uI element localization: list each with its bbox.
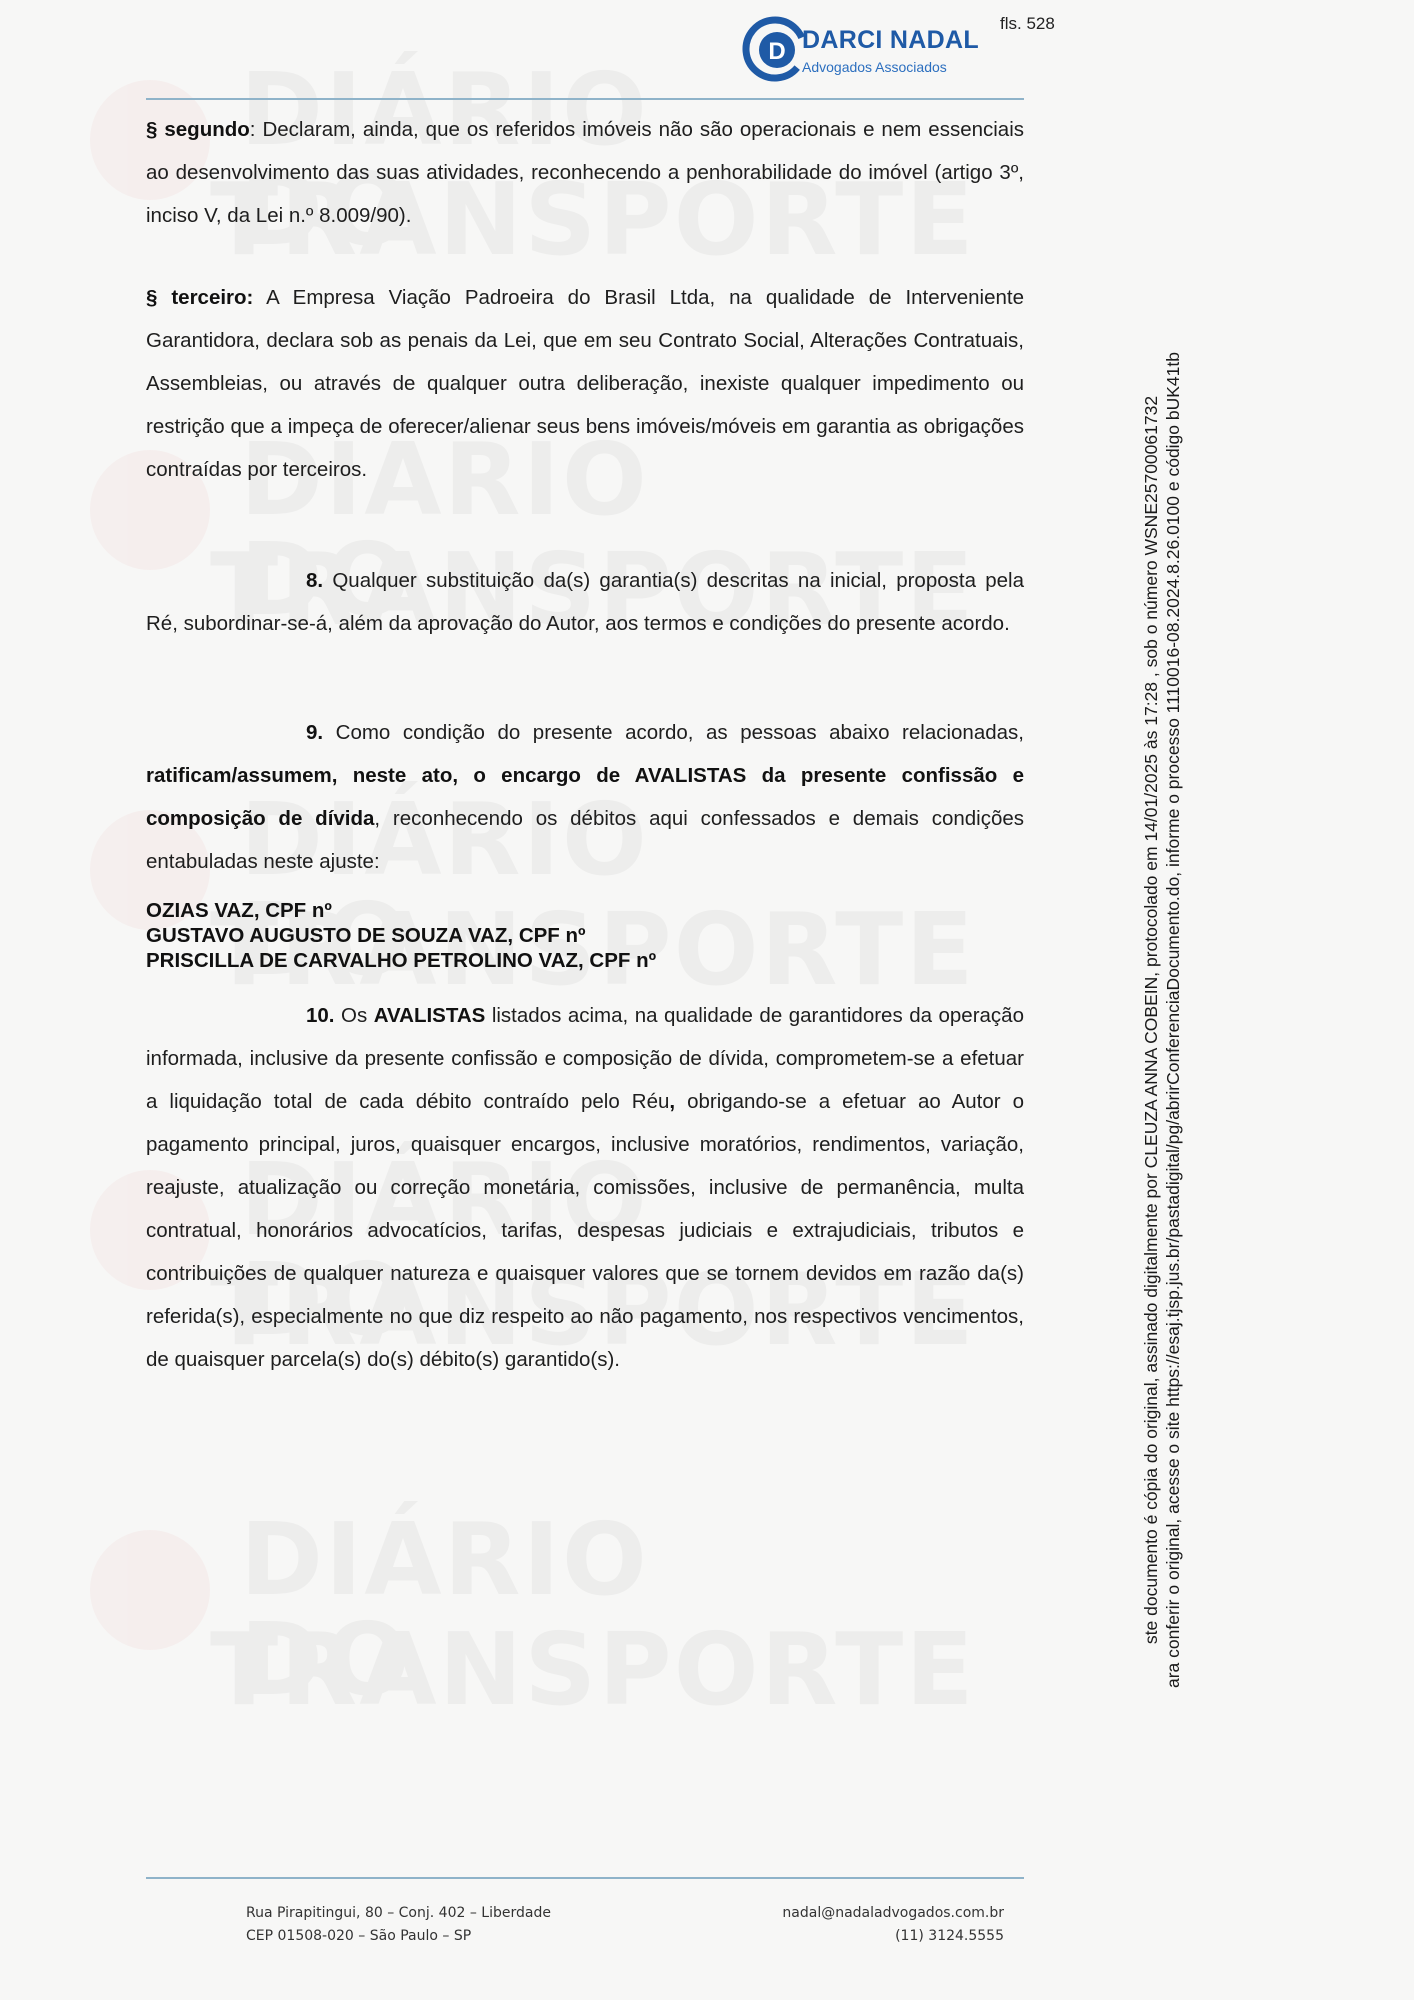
firm-name: DARCI NADAL: [802, 26, 979, 54]
footer-contact: [760, 1902, 1004, 1948]
paragraph-label: § terceiro:: [146, 286, 254, 309]
clause-text: Os: [334, 1004, 374, 1027]
paragraph-terceiro: [146, 276, 1024, 491]
clause-text: obrigando-se a efetuar ao Autor o pagamento principal, juros, quaisquer encargos, inclusive moratórios, rendimentos, variação, reajuste, atualização ou correção monetária, comissões, inclusive de permanência, multa contratual, honorários advocatícios, tarifas, despesas judiciais e extrajudiciais, tributos e contribuições de qualquer natureza e quaisquer valores que se tornem devidos em razão da(s) referida(s), especialmente no que diz respeito ao não pagamento, nos respectivos vencimentos, de quaisquer parcela(s) do(s) débito(s) garantido(s).: [146, 1090, 1024, 1371]
clause-bold-comma: ,: [669, 1090, 676, 1113]
paragraph-segundo: [146, 108, 1024, 237]
clause-9: [146, 711, 1024, 883]
paragraph-text: : Declaram, ainda, que os referidos imóveis não são operacionais e nem essenciais ao desenvolvimento das suas atividades, reconhecendo a penhorabilidade do imóvel (artigo 3º, inciso V, da Lei n.º 8.009/90).: [146, 118, 1025, 227]
guarantor-item: OZIAS VAZ, CPF nº: [146, 899, 332, 922]
guarantor-item: PRISCILLA DE CARVALHO PETROLINO VAZ, CPF nº: [146, 949, 657, 972]
clause-8: [146, 559, 1024, 645]
clause-10: [146, 994, 1024, 1381]
footer-divider: [146, 1877, 1024, 1879]
clause-bold-text: AVALISTAS: [373, 1004, 486, 1027]
footer-address: [246, 1902, 551, 1948]
clause-text: listados acima, na qualidade de garantidores da operação informada, inclusive da presente confissão e composição de dívida, comprometem-se a efetuar a liquidação total de cada débito contraído pelo Réu: [146, 1004, 1024, 1113]
firm-subtitle: Advogados Associados: [802, 59, 947, 75]
clause-text: Qualquer substituição da(s) garantia(s) descritas na inicial, proposta pela Ré, subordinar-se-á, além da aprovação do Autor, aos termos e condições do presente acordo.: [146, 569, 1024, 635]
watermark-5: [90, 1510, 610, 1810]
address-line: Rua Pirapitingui, 80 – Conj. 402 – Liberdade: [246, 1905, 551, 1921]
clause-text: , reconhecendo os débitos aqui confessados e demais condições entabuladas neste ajuste:: [146, 807, 1025, 873]
guarantor-item: GUSTAVO AUGUSTO DE SOUZA VAZ, CPF nº: [146, 924, 586, 947]
paragraph-label: § segundo: [146, 118, 250, 141]
footer-email: nadal@nadaladvogados.com.br: [782, 1905, 1004, 1921]
stamp-line: ara conferir o original, acesse o site https://esaj.tjsp.jus.br/pastadigital/pg/abrirConferenciaDocumento.do, informe o processo 1110016-08.2024.8.26.0100 e código bUK41tb: [1163, 352, 1183, 1688]
firm-logo: [742, 16, 979, 88]
svg-text:D: D: [768, 38, 786, 65]
clause-number: 8.: [306, 569, 324, 592]
digital-signature-stamp: [1140, 45, 1210, 1995]
header-divider: [146, 98, 1024, 100]
footer-phone: (11) 3124.5555: [895, 1928, 1004, 1944]
page-reference: fls. 528: [1000, 14, 1055, 33]
clause-text: Como condição do presente acordo, as pessoas abaixo relacionadas,: [323, 721, 1024, 744]
guarantor-list: [146, 898, 1024, 973]
clause-number: 10.: [306, 1004, 335, 1027]
address-line: CEP 01508-020 – São Paulo – SP: [246, 1928, 472, 1944]
paragraph-text: A Empresa Viação Padroeira do Brasil Ltda, na qualidade de Interveniente Garantidora, declara sob as penais da Lei, que em seu Contrato Social, Alterações Contratuais, Assembleias, ou através de qualquer outra deliberação, inexiste qualquer impedimento ou restrição que a impeça de oferecer/alienar seus bens imóveis/móveis em garantia as obrigações contraídas por terceiros.: [146, 286, 1024, 481]
stamp-line: ste documento é cópia do original, assinado digitalmente por CLEUZA ANNA COBEIN, protocolado em 14/01/2025 às 17:28 , sob o número WSNE25700061732: [1141, 395, 1161, 1645]
clause-number: 9.: [306, 721, 324, 744]
firm-logo-icon: [742, 16, 808, 82]
clause-bold-text: ratificam/assumem, neste ato, o encargo de AVALISTAS da presente confissão e composição de dívida: [146, 764, 1024, 830]
